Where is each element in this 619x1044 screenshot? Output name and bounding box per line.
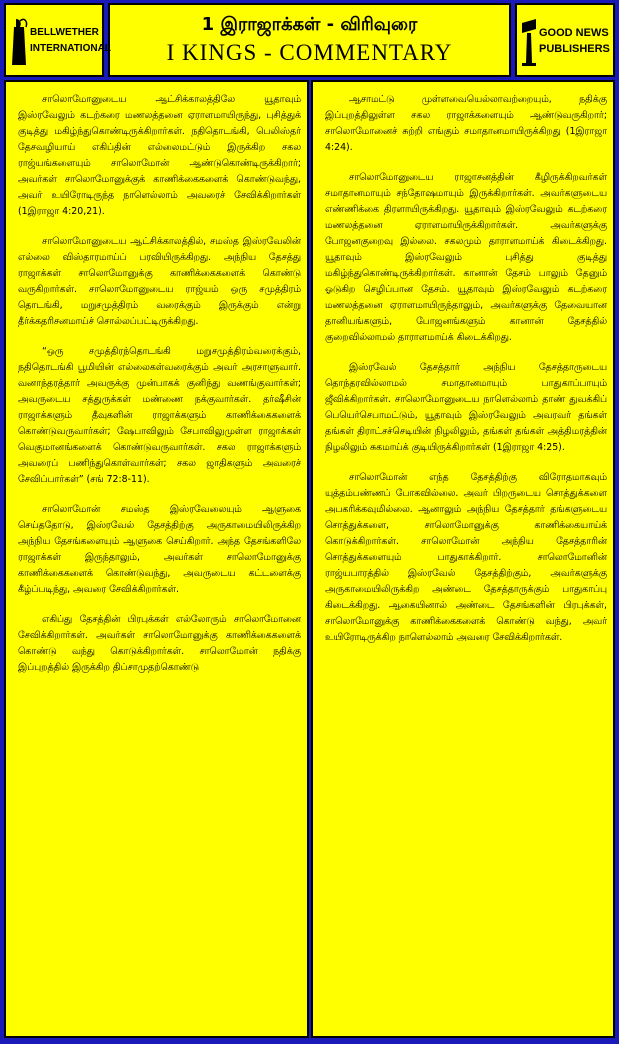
paragraph: சாலொமோன் சமஸ்த இஸ்ரவேலையும் ஆளுகை செய்ததோடு, இஸ்ரவேல் தேசத்திற்கு அருகாமையிலிருக்கிற அந்நிய தேசங்களையும் ஆளுகை செய்கிறார். அந்த தேசங்களிலே ராஜாக்கள் இருந்தாலும், அவர்கள் சாலொமோனுக்கு காணிக்கைகளைக் கொண்டுவந்து, அவருடைய கட்டளைக்கு கீழ்ப்படிந்து, அவரை சேவிக்கிறார்கள். [18,504,301,595]
paragraph: சாலொமோனுடைய ராஜாசனத்தின் கீழிருக்கிறவர்கள் சமாதானமாயும் சந்தோஷமாயும் இருக்கிறார்கள். அவர்களுடைய எண்ணிக்கை திரளாயிருக்கிறது. யூதாவும் இஸ்ரவேலும் கடற்கரை மணலத்தனை ஏராளமாயிருக்கிறார்கள். அவர்களுக்கு போஜனகுறைவு இல்லை. சகலமும் தாராளமாய்க் கிடைக்கிறது. யூதாவும் இஸ்ரவேலும் புசித்து குடித்து மகிழ்ந்துகொண்டிருக்கிறார்கள். கானான் தேசம் பாலும் தேனும் ஓடுகிற செழிப்பான தேசம். யூதாவும் இஸ்ரவேலும் கடற்கரை மணலத்தனை ஏராளமாயிருந்தாலும், அவர்களுக்கு தேவையான தானியங்களும், போஜனங்களும் கானான் தேசத்தில் குறைவில்லாமல் தாராளமாய்க் கிடைக்கிறது. [325,172,607,343]
bible-stand-logo-icon [520,17,538,67]
right-column [311,80,615,1038]
title-tamil: 1 இராஜாக்கள் - விரிவுரை [201,14,418,35]
paragraph: ஆசாமட்டு முள்ளவையெல்லாவற்றையும், நதிக்கு இப்புறத்திலுள்ள சகல ராஜாக்களையும் ஆண்டுவருகிறார்; சாலொமோனைச் சுற்றி எங்கும் சமாதானமாயிருக்கிறது (1இராஜா 4:24). [325,94,607,153]
paragraph: சாலொமோனுடைய ஆட்சிக்காலத்தில், சமஸ்த இஸ்ரவேலின் எல்லை விஸ்தாரமாய்ப் பரவியிருக்கிறது. அந்நிய தேசத்து ராஜாக்கள் சாலொமோனுக்கு காணிக்கைகளைக் கொண்டு வருகிறார்கள். சாலொமோனுடைய ராஜ்யம் ஒரு சமுத்திரம் தொடங்கி, மறுசமுத்திரம் வரைக்கும் இருக்கும் என்று தீர்க்கதரிசனமாய்ச் சொல்லப்பட்டிருக்கிறது. [18,236,301,327]
paragraph: இஸ்ரவேல் தேசத்தார் அந்நிய தேசத்தாருடைய தொந்தரவில்லாமல் சமாதானமாயும் பாதுகாப்பாயும் ஜீவிக்கிறார்கள். சாலொமோனுடைய நாளெல்லாம் தாண் துவக்கிப் பெயெர்செபாமட்டும், யூதாவும் இஸ்ரவேலும் அவரவர் தங்கள் தங்கள் திராட்சச்செடியின் நிழலிலும், தங்கள் தங்கள் அத்திமரத்தின் நிழலிலும் சுகமாய்க் குடியிருக்கிறார்கள் (1இராஜா 4:25). [325,362,607,453]
title-box [108,3,511,77]
paragraph: சாலொமோனுடைய ஆட்சிக்காலத்திலே யூதாவும் இஸ்ரவேலும் கடற்கரை மணலத்தனை ஏராளமாயிருந்து, புசித்துக் குடித்து மகிழ்ந்துகொண்டிருக்கிறார்கள். நதிதொடங்கி, பெலிஸ்தர் தேசவழியாய் எகிப்தின் எல்லைமட்டும் இருக்கிற சகல ராஜ்யங்களையும் சாலொமோன் ஆண்டுகொண்டிருக்கிறார்; அவர்கள் சாலொமோனுக்குக் காணிக்கைகளைக் கொண்டுவந்து, அவர் உயிரோடிருந்த நாளெல்லாம் அவரைச் சேவிக்கிறார்கள் (1இராஜா 4:20,21). [18,94,301,217]
left-logo-line2: INTERNATIONAL [30,43,111,54]
scripture-quote: “ஒரு சமுத்திரந்தொடங்கி மறுசமுத்திரம்வரைக்கும், நதிதொடங்கி பூமியின் எல்லைகள்வரைக்கும் அவர் அரசாளுவார். வனாந்தரத்தார் அவருக்கு முன்பாகக் குனிந்து வணங்குவார்கள்; அவருடைய சத்துருக்கள் மண்ணை நக்குவார்கள். தர்ஷீசின் ராஜாக்களும் தீவுகளின் ராஜாக்களும் காணிக்கைகளைக் கொண்டுவருவார்கள்; ஷேபாவிலும் சேபாவிலுமுள்ள ராஜாக்கள் வெகுமானங்களைக் கொண்டுவருவார்கள். சகல ராஜாக்களும் அவரைப் பணிந்துகொள்வார்கள்; சகல ஜாதிகளும் அவரைச் சேவிப்பார்கள்” (சங் 72:8-11). [18,346,301,485]
left-column [4,80,309,1038]
paragraph: சாலொமோன் எந்த தேசத்திற்கு விரோதமாகவும் யுத்தம்பண்ணப் போகவில்லை. அவர் பிறருடைய சொத்துக்களை அபகரிக்கவுமில்லை. ஆனாலும் அந்நிய தேசத்தார் தங்களுடைய சொத்துக்களை, சாலொமோனுக்கு காணிக்கையாய்க் கொடுக்கிறார்கள். சாலொமோன் அந்நிய தேசத்தாரின் சொத்துக்களையும் பாதுகாக்கிறார். சாலொமோனின் ராஜ்யபாரத்தில் இஸ்ரவேல் தேசத்திற்கும், அவர்களுக்கு அருகாமையிலிருக்கிற அண்டை தேசத்தாருக்கும் பாதுகாப்பு கிடைக்கிறது. ஆகையினால் அண்டை தேசங்களின் பிரபுக்கள், சாலொமோனுக்கு காணிக்கைகளைக் கொண்டு வந்து, அவர் உயிரோடிருக்கிற நாளெல்லாம் அவரை சேவிக்கிறார்கள். [325,472,607,643]
good-news-logo [515,3,615,77]
title-english: I KINGS - COMMENTARY [166,40,453,65]
shepherd-logo-icon [10,17,30,67]
bellwether-logo [4,3,111,77]
right-logo-line2: PUBLISHERS [539,43,610,55]
right-logo-line1: GOOD NEWS [539,27,609,39]
left-logo-line1: BELLWETHER [30,27,99,38]
paragraph: எகிப்து தேசத்தின் பிரபுக்கள் எல்லோரும் சாலொமோனை சேவிக்கிறார்கள். அவர்கள் சாலொமோனுக்கு காணிக்கைகளைக் கொண்டு வந்து கொடுக்கிறார்கள். சாலொமோன் நதிக்கு இப்புறத்தில் இருக்கிற திப்சாமுதற்கொண்டு [18,614,301,673]
header [4,3,615,77]
